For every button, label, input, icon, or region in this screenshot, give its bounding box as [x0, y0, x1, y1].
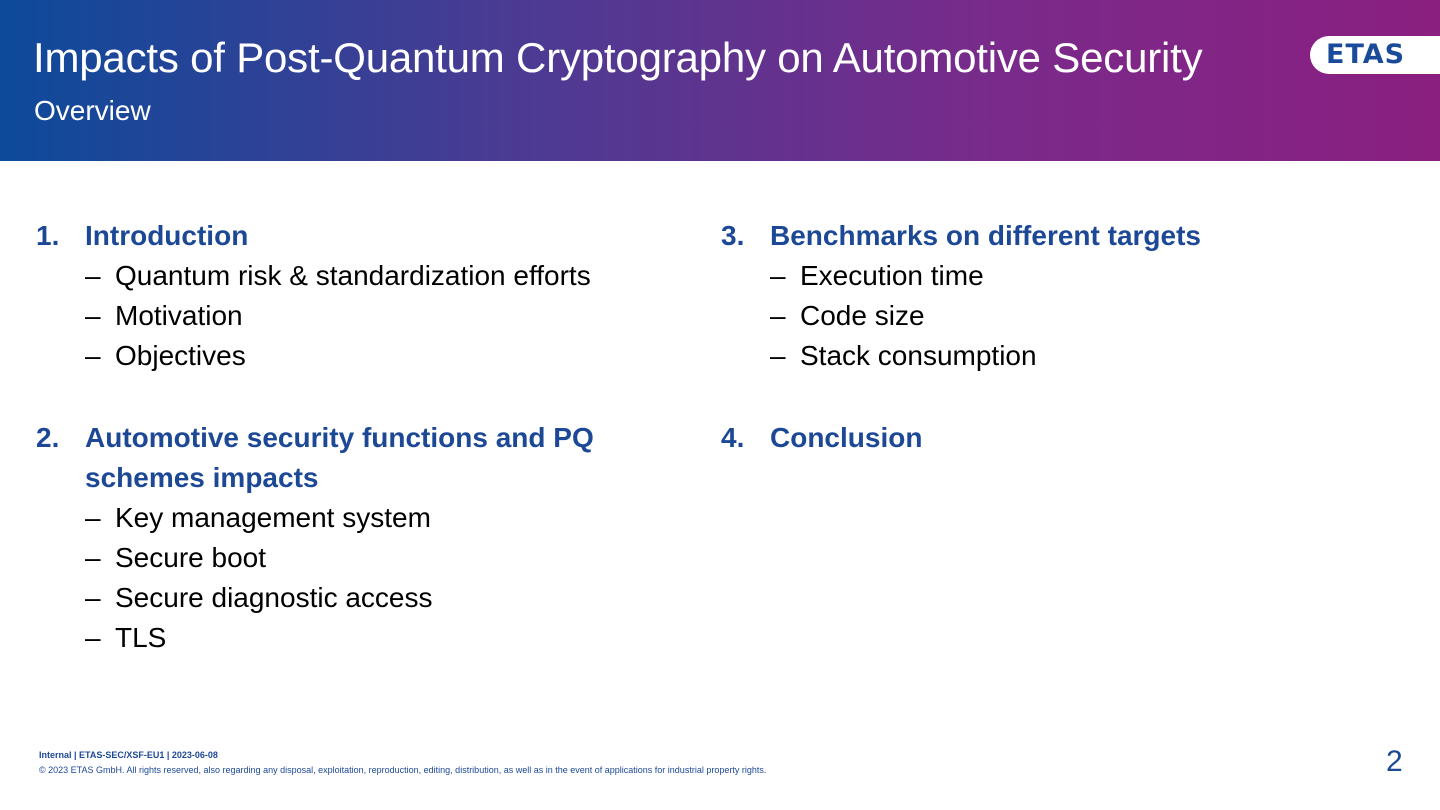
- list-item-text: Execution time: [800, 260, 984, 291]
- dash: –: [770, 300, 786, 331]
- slide-title: Impacts of Post-Quantum Cryptography on Automotive Security: [33, 34, 1203, 81]
- footer-meta: Internal | ETAS-SEC/XSF-EU1 | 2023-06-08: [39, 750, 218, 760]
- section-title-block: [85, 418, 594, 498]
- dash: –: [85, 542, 101, 573]
- list-item: [770, 256, 1201, 296]
- section-title: Conclusion: [770, 422, 923, 453]
- list-item-text: TLS: [115, 622, 167, 653]
- dash: –: [85, 502, 101, 533]
- section-benchmarks: [721, 216, 1201, 376]
- list-item: [85, 538, 594, 578]
- list-item-text: Secure diagnostic access: [115, 582, 433, 613]
- section-number: 2.: [36, 422, 60, 453]
- section-heading: [36, 418, 594, 498]
- section-title: Benchmarks on different targets: [770, 220, 1201, 251]
- list-item-text: Motivation: [115, 300, 243, 331]
- section-title: Introduction: [85, 220, 249, 251]
- list-item: [85, 618, 594, 658]
- sub-list: [770, 256, 1201, 376]
- list-item: [85, 336, 591, 376]
- section-title-line: schemes impacts: [85, 462, 319, 493]
- section-number: 3.: [721, 220, 745, 251]
- dash: –: [85, 300, 101, 331]
- section-number: 1.: [36, 220, 60, 251]
- page-number: 2: [1386, 745, 1403, 778]
- section-conclusion: [721, 418, 922, 458]
- sub-list: [85, 256, 591, 376]
- section-title-line: Automotive security functions and PQ: [85, 422, 594, 453]
- section-heading: [721, 216, 1201, 256]
- list-item-text: Secure boot: [115, 542, 266, 573]
- list-item: [85, 256, 591, 296]
- logo-text: ETAS: [1326, 39, 1406, 70]
- sub-list: [85, 498, 594, 658]
- list-item-text: Quantum risk & standardization efforts: [115, 260, 591, 291]
- etas-logo: [1310, 36, 1440, 74]
- dash: –: [85, 260, 101, 291]
- header-banner: [0, 0, 1440, 161]
- section-automotive-security: [36, 418, 594, 658]
- section-heading: [721, 418, 922, 458]
- footer-copyright: © 2023 ETAS GmbH. All rights reserved, also regarding any disposal, exploitation, reproduction, editing, distribution, as well as in the event of applications for industrial property rights.: [39, 765, 767, 775]
- dash: –: [770, 340, 786, 371]
- list-item: [770, 296, 1201, 336]
- slide-subtitle: Overview: [34, 95, 151, 126]
- list-item: [770, 336, 1201, 376]
- section-introduction: [36, 216, 591, 376]
- list-item-text: Stack consumption: [800, 340, 1037, 371]
- section-heading: [36, 216, 591, 256]
- list-item-text: Objectives: [115, 340, 246, 371]
- list-item-text: Code size: [800, 300, 925, 331]
- list-item-text: Key management system: [115, 502, 431, 533]
- dash: –: [85, 582, 101, 613]
- list-item: [85, 578, 594, 618]
- section-number: 4.: [721, 422, 745, 453]
- list-item: [85, 296, 591, 336]
- dash: –: [85, 622, 101, 653]
- dash: –: [85, 340, 101, 371]
- dash: –: [770, 260, 786, 291]
- list-item: [85, 498, 594, 538]
